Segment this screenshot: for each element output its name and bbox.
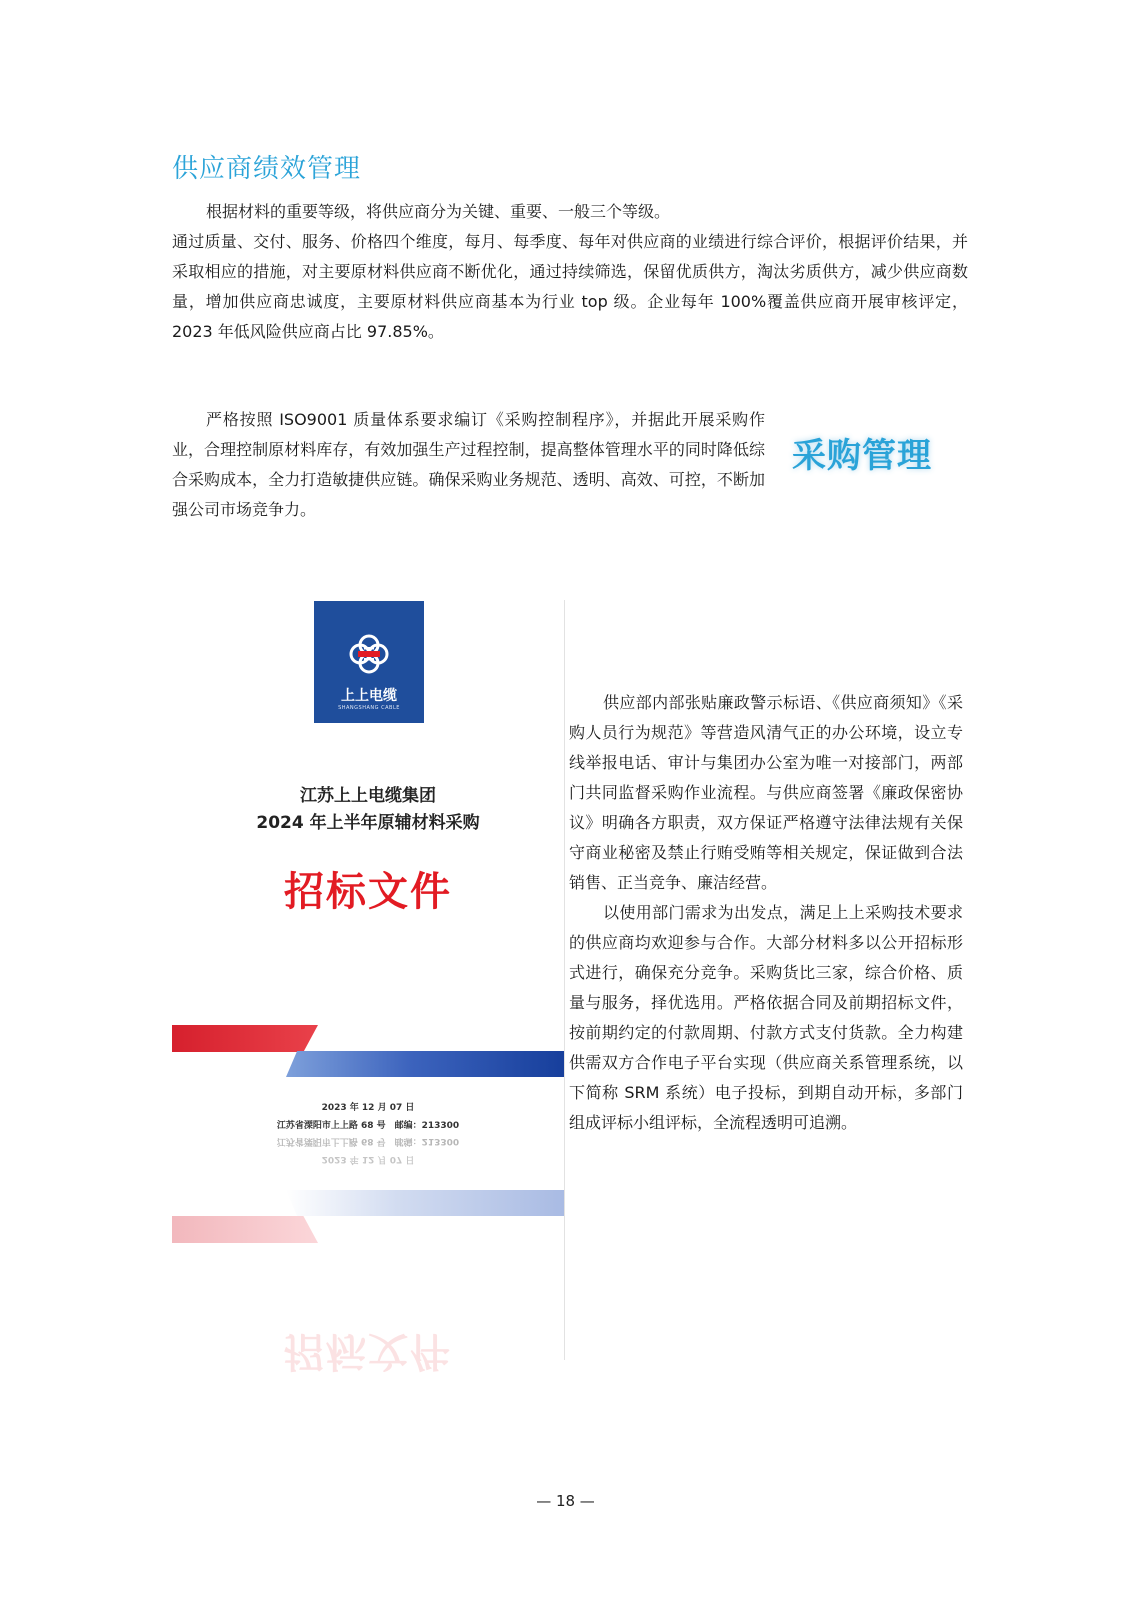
doc-subject: 2024 年上半年原辅材料采购 xyxy=(256,813,480,833)
red-stripe xyxy=(172,1025,318,1052)
doc-date: 2023 年 12 月 07 日 xyxy=(321,1103,415,1113)
ethics-section xyxy=(569,688,963,1138)
tender-document-image xyxy=(172,598,564,1410)
red-stripe-reflection xyxy=(172,1216,318,1243)
intro-section xyxy=(172,197,968,347)
section-title: 供应商绩效管理 xyxy=(172,154,362,184)
doc-address-reflection: 江苏省溧阳市上上路 68 号 邮编：213300 xyxy=(276,1136,460,1146)
doc-title-reflection: 招标文件 xyxy=(284,1328,452,1374)
doc-address: 江苏省溧阳市上上路 68 号 邮编：213300 xyxy=(276,1121,460,1131)
procurement-paragraph: 严格按照 ISO9001 质量体系要求编订《采购控制程序》，并据此开展采购作业，合理控制原材料库存，有效加强生产过程控制，提高整体管理水平的同时降低综合采购成本，全力打造敏捷供应链。确保采购业务规范、透明、高效、可控，不断加强公司市场竞争力。 xyxy=(172,410,765,519)
blue-stripe xyxy=(286,1051,564,1077)
procurement-section xyxy=(172,405,765,525)
doc-date-reflection: 2023 年 12 月 07 日 xyxy=(321,1154,415,1164)
logo-chinese-name: 上上电缆 xyxy=(341,688,397,704)
doc-title: 招标文件 xyxy=(284,869,452,915)
blue-stripe-reflection xyxy=(286,1190,564,1216)
intro-paragraph-levels: 根据材料的重要等级，将供应商分为关键、重要、一般三个等级。 xyxy=(206,202,671,221)
page-number: — 18 — xyxy=(536,1492,595,1510)
procurement-heading: 采购管理 xyxy=(792,436,932,476)
logo-english-name: SHANGSHANG CABLE xyxy=(338,705,400,711)
doc-company-name: 江苏上上电缆集团 xyxy=(300,786,436,806)
document-divider xyxy=(564,600,565,1360)
company-logo xyxy=(314,601,424,723)
intro-paragraph-evaluation: 通过质量、交付、服务、价格四个维度，每月、每季度、每年对供应商的业绩进行综合评价，根据评价结果，并采取相应的措施，对主要原材料供应商不断优化，通过持续筛选，保留优质供方，淘汰劣质供方，减少供应商数量，增加供应商忠诚度，主要原材料供应商基本为行业 top 级。企业每年 100%覆盖供应商开展审核评定，2023 年低风险供应商占比 97.85%。 xyxy=(172,232,968,341)
ethics-paragraph: 供应部内部张贴廉政警示标语、《供应商须知》《采购人员行为规范》等营造风清气正的办公环境，设立专线举报电话、审计与集团办公室为唯一对接部门，两部门共同监督采购作业流程。与供应商签署《廉政保密协议》明确各方职责，双方保证严格遵守法律法规有关保守商业秘密及禁止行贿受贿等相关规定，保证做到合法销售、正当竞争、廉洁经营。 xyxy=(569,693,963,892)
cable-emblem-icon xyxy=(344,629,394,679)
tendering-paragraph: 以使用部门需求为出发点，满足上上采购技术要求的供应商均欢迎参与合作。大部分材料多以公开招标形式进行，确保充分竞争。采购货比三家，综合价格、质量与服务，择优选用。严格依据合同及前期招标文件，按前期约定的付款周期、付款方式支付货款。全力构建供需双方合作电子平台实现（供应商关系管理系统，以下简称 SRM 系统）电子投标，到期自动开标，多部门组成评标小组评标，全流程透明可追溯。 xyxy=(569,903,963,1132)
